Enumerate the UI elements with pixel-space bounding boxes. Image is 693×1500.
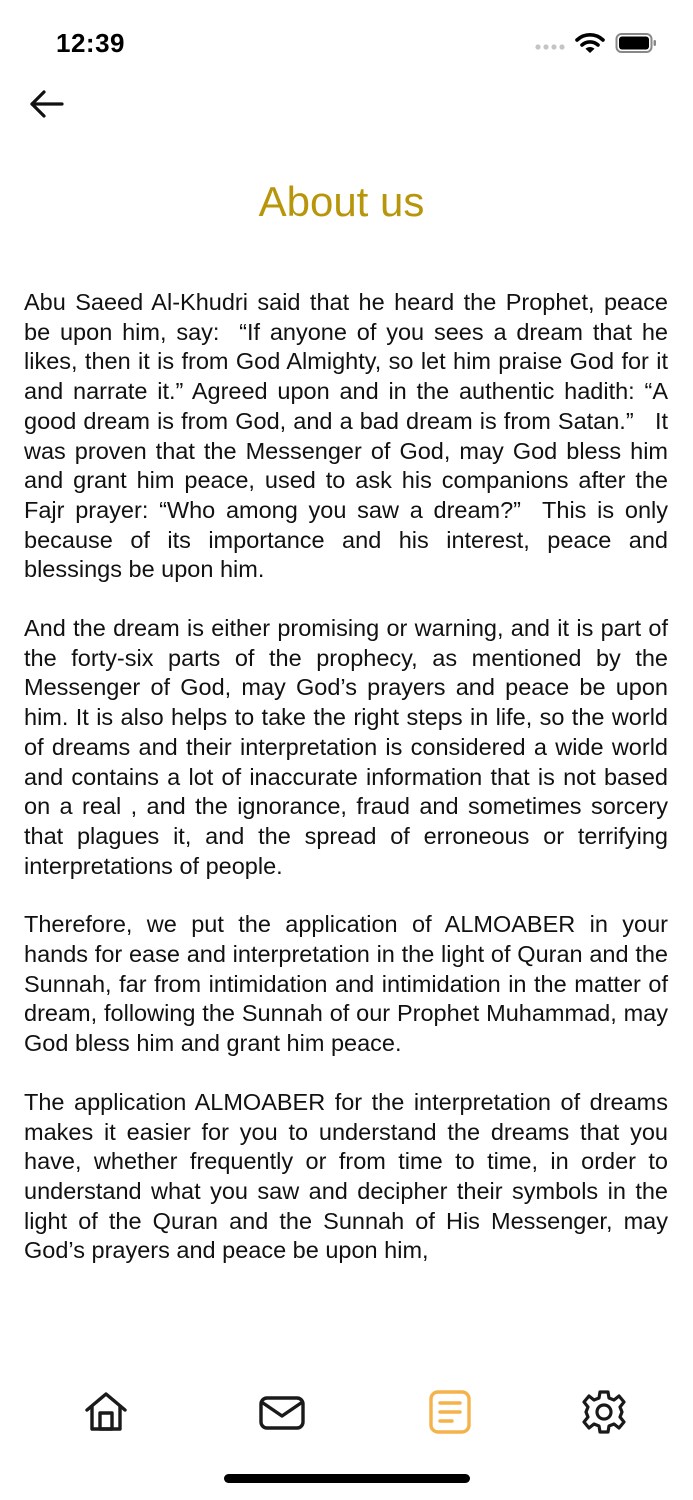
battery-icon (615, 32, 657, 58)
about-content[interactable] (24, 288, 675, 1336)
tab-bar (0, 1372, 693, 1452)
paragraph: And the dream is either promising or warning, and it is part of the forty-six parts of the prophecy, as mentioned by the Messenger of God, may God’s prayers and peace be upon him. It is also helps to take the right steps in life, so the world of dreams and their interpretation is considered a wide world and contains a lot of inaccurate information that is not based on a real , and the ignorance, fraud and sometimes sorcery that plagues it, and the spread of erroneous or terrifying interpretations of people. (24, 615, 675, 879)
tab-messages[interactable] (254, 1384, 310, 1440)
paragraph: Abu Saeed Al-Khudri said that he heard the Prophet, peace be upon him, say: “If anyone of you sees a dream that he likes, then it is from God Almighty, so let him praise God for it and narrate it.” Agreed upon and in the authentic hadith: “A good dream is from God, and a bad dream is from Satan.” It was proven that the Messenger of God, may God bless him and grant him peace, used to ask his companions after the Fajr prayer: “Who among you saw a dream?” This is only because of its importance and his interest, peace and blessings be upon him. (24, 289, 675, 583)
back-button[interactable] (22, 80, 70, 128)
tab-about[interactable] (422, 1384, 478, 1440)
home-indicator[interactable] (224, 1474, 470, 1483)
signal-icon (535, 36, 565, 55)
paragraph: Therefore, we put the application of ALMOABER in your hands for ease and interpretation in the light of Quran and the Sunnah, far from intimidation and intimidation in the matter of dream, following the Sunnah of our Prophet Muhammad, may God bless him and grant him peace. (24, 911, 675, 1057)
tab-settings[interactable] (576, 1384, 632, 1440)
page-title: About us (258, 178, 425, 225)
tab-home[interactable] (78, 1384, 134, 1440)
wifi-icon (575, 32, 605, 58)
status-icons (535, 30, 657, 60)
paragraph: The application ALMOABER for the interpretation of dreams makes it easier for you to understand the dreams that you have, whether frequently or from time to time, in order to understand what you saw and decipher their symbols in the light of the Quran and the Sunnah of His Messenger, may God’s prayers and peace be upon him, (24, 1088, 675, 1264)
home-icon (83, 1389, 129, 1435)
mail-icon (258, 1389, 306, 1435)
arrow-left-icon (26, 84, 66, 124)
status-bar (0, 0, 693, 90)
gear-icon (580, 1388, 628, 1436)
document-icon (427, 1389, 473, 1435)
status-time: 12:39 (56, 28, 125, 58)
